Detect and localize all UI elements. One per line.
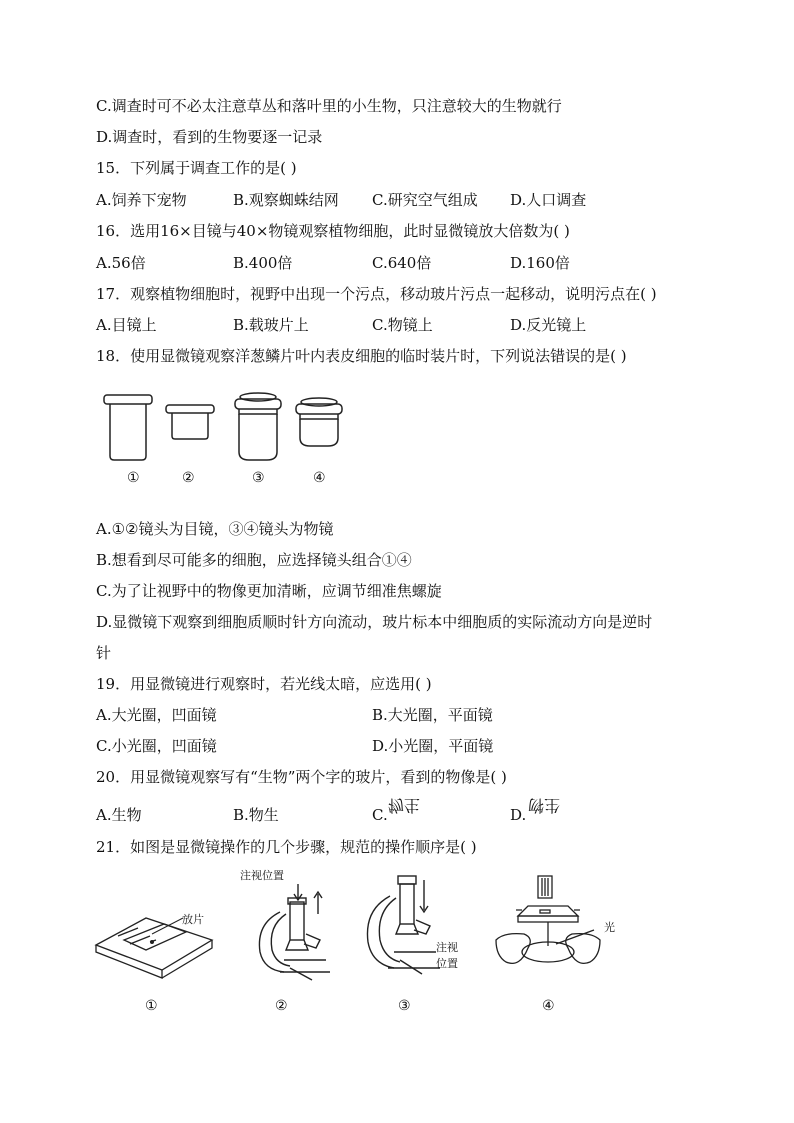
q18-option-d-line2: 针 bbox=[96, 644, 112, 662]
q15-option-d: D.人口调查 bbox=[510, 191, 587, 209]
step-4-annotation: 光 bbox=[604, 921, 615, 934]
q17-option-d: D.反光镜上 bbox=[510, 316, 587, 334]
option-c-text: C.调查时可不必太注意草丛和落叶里的小生物，只注意较大的生物就行 bbox=[96, 97, 562, 115]
question-15: 15．下列属于调查工作的是( ) bbox=[96, 159, 297, 177]
lens-label-3: ③ bbox=[252, 470, 265, 486]
question-16: 16．选用16×目镜与40×物镜观察植物细胞，此时显微镜放大倍数为( ) bbox=[96, 222, 570, 240]
lens-3-drawing bbox=[235, 393, 281, 460]
q16-option-d: D.160倍 bbox=[510, 254, 570, 272]
q19-option-c: C.小光圈，凹面镜 bbox=[96, 737, 217, 755]
q20-option-a: A.生物 bbox=[96, 806, 142, 824]
lens-label-1: ① bbox=[127, 470, 140, 486]
lens-label-2: ② bbox=[182, 470, 195, 486]
q20-option-c-image: 物生 bbox=[388, 796, 421, 815]
q15-option-c: C.研究空气组成 bbox=[372, 191, 478, 209]
q19-option-d: D.小光圈，平面镜 bbox=[372, 737, 494, 755]
q20-option-d: D. bbox=[510, 806, 527, 824]
lens-1-drawing bbox=[104, 395, 152, 460]
q18-option-a: A.①②镜头为目镜，③④镜头为物镜 bbox=[96, 520, 334, 538]
q18-option-c: C.为了让视野中的物像更加清晰，应调节细准焦螺旋 bbox=[96, 582, 442, 600]
question-17: 17．观察植物细胞时，视野中出现一个污点，移动玻片污点一起移动，说明污点在( ) bbox=[96, 285, 657, 303]
step-3-annotation-2: 位置 bbox=[436, 957, 458, 970]
q15-option-a: A.饲养下宠物 bbox=[96, 191, 187, 209]
option-d-text: D.调查时，看到的生物要逐一记录 bbox=[96, 128, 323, 146]
lens-2-drawing bbox=[166, 405, 214, 439]
step-label-4: ④ bbox=[542, 998, 555, 1014]
step-2-drawing bbox=[250, 884, 340, 984]
question-18: 18．使用显微镜观察洋葱鳞片叶内表皮细胞的临时装片时，下列说法错误的是( ) bbox=[96, 347, 627, 365]
question-20: 20．用显微镜观察写有“生物”两个字的玻片，看到的物像是( ) bbox=[96, 768, 507, 786]
q20-option-b: B.物生 bbox=[233, 806, 279, 824]
q16-option-b: B.400倍 bbox=[233, 254, 293, 272]
q20-option-c: C. bbox=[372, 806, 388, 824]
step-2-annotation: 注视位置 bbox=[240, 869, 284, 882]
q18-option-d-line1: D.显微镜下观察到细胞质顺时针方向流动，玻片标本中细胞质的实际流动方向是逆时 bbox=[96, 613, 653, 631]
step-4-drawing bbox=[494, 872, 614, 982]
step-label-1: ① bbox=[145, 998, 158, 1014]
q20-option-d-image: 生物 bbox=[528, 796, 561, 815]
step-1-annotation: 放片 bbox=[182, 913, 204, 926]
q19-option-a: A.大光圈，凹面镜 bbox=[96, 706, 217, 724]
step-label-3: ③ bbox=[398, 998, 411, 1014]
question-19: 19．用显微镜进行观察时，若光线太暗，应选用( ) bbox=[96, 675, 432, 693]
step-1-pointer bbox=[150, 916, 184, 936]
q17-option-a: A.目镜上 bbox=[96, 316, 157, 334]
q18-option-b: B.想看到尽可能多的细胞，应选择镜头组合①④ bbox=[96, 551, 412, 569]
q16-option-a: A.56倍 bbox=[96, 254, 146, 272]
step-3-annotation-1: 注视 bbox=[436, 941, 458, 954]
q17-option-c: C.物镜上 bbox=[372, 316, 433, 334]
step-label-2: ② bbox=[275, 998, 288, 1014]
q16-option-c: C.640倍 bbox=[372, 254, 432, 272]
question-21: 21．如图是显微镜操作的几个步骤，规范的操作顺序是( ) bbox=[96, 838, 477, 856]
q19-option-b: B.大光圈，平面镜 bbox=[372, 706, 493, 724]
lens-label-4: ④ bbox=[313, 470, 326, 486]
q15-option-b: B.观察蜘蛛结网 bbox=[233, 191, 339, 209]
lens-4-drawing bbox=[296, 398, 342, 446]
q17-option-b: B.载玻片上 bbox=[233, 316, 309, 334]
